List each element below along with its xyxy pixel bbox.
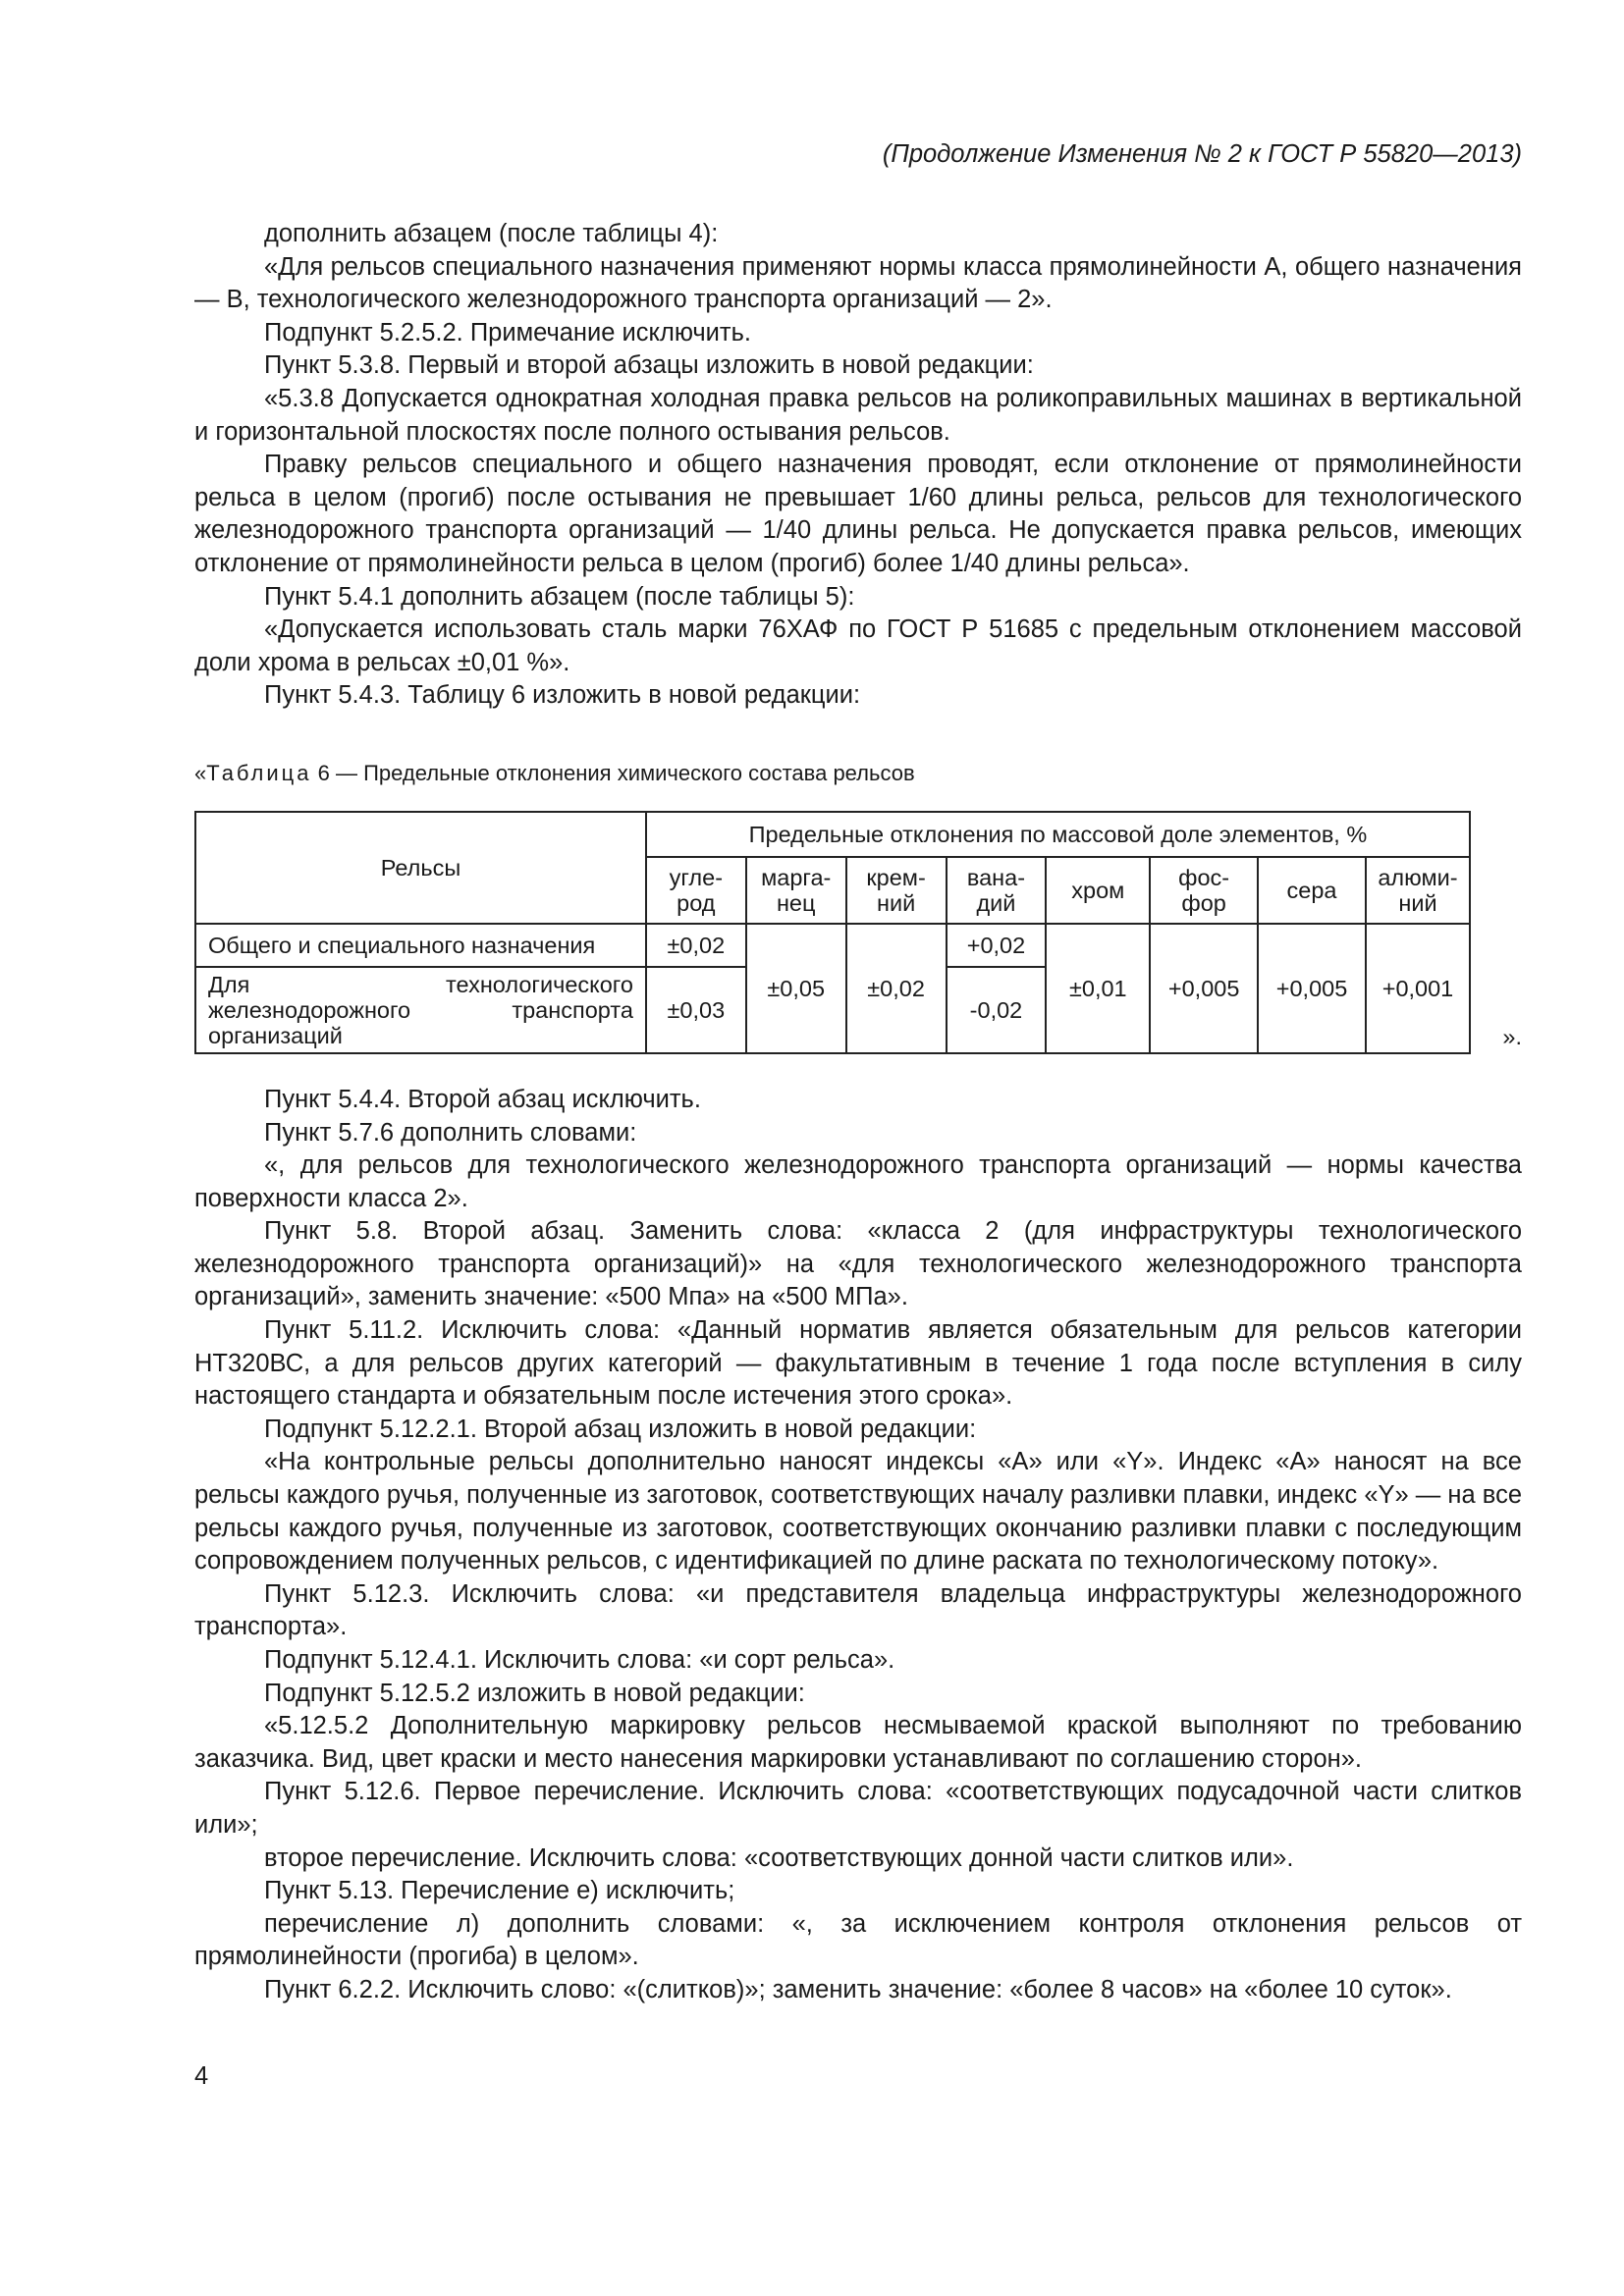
- paragraph: Пункт 5.4.1 дополнить абзацем (после таблицы 5):: [264, 582, 855, 611]
- paragraph: Пункт 6.2.2. Исключить слово: «(слитков)»; заменить значение: «более 8 часов» на «более 10 суток».: [264, 1975, 1452, 2003]
- paragraph: Пункт 5.12.6. Первое перечисление. Исключить слова: «соответствующих подусадочной части слитков или»;: [194, 1778, 1522, 1839]
- paragraph: Подпункт 5.12.4.1. Исключить слова: «и сорт рельса».: [264, 1646, 895, 1674]
- table-row: [195, 924, 1470, 967]
- cell-carbon: ±0,03: [646, 967, 746, 1053]
- paragraph: Подпункт 5.12.5.2 изложить в новой редакции:: [264, 1679, 805, 1707]
- table-caption: [194, 759, 1522, 788]
- header-element: хром: [1046, 857, 1150, 924]
- table-wrapper: [194, 811, 1522, 1054]
- paragraph: дополнить абзацем (после таблицы 4):: [264, 220, 719, 247]
- page-number: 4: [194, 2062, 209, 2090]
- cell-silicon: ±0,02: [846, 924, 947, 1053]
- header-element: сера: [1258, 857, 1366, 924]
- header-element: фос- фор: [1150, 857, 1258, 924]
- paragraph: Подпункт 5.2.5.2. Примечание исключить.: [264, 318, 751, 347]
- paragraph: Пункт 5.4.3. Таблицу 6 изложить в новой редакции:: [264, 681, 861, 710]
- paragraph: Пункт 5.13. Перечисление е) исключить;: [264, 1877, 735, 1905]
- cell-chromium: ±0,01: [1046, 924, 1150, 1053]
- paragraph: «Допускается использовать сталь марки 76ХАФ по ГОСТ Р 51685 с предельным отклонением массовой доли хрома в рельсах ±0,01 %».: [194, 615, 1522, 676]
- cell-aluminum: +0,001: [1366, 924, 1470, 1053]
- cell-sulfur: +0,005: [1258, 924, 1366, 1053]
- cell-phosphorus: +0,005: [1150, 924, 1258, 1053]
- paragraph: «Для рельсов специального назначения применяют нормы класса прямолинейности А, общего назначения — В, технологического железнодорожного транспорта организаций — 2».: [194, 252, 1522, 314]
- header-element: угле- род: [646, 857, 746, 924]
- header-element: алюми- ний: [1366, 857, 1470, 924]
- text-after-table: [194, 1084, 1522, 2007]
- paragraph: Правку рельсов специального и общего назначения проводят, если отклонение от прямолинейности рельса в целом (прогиб) после остывания не превышает 1/60 длины рельса, рельсов для технологического железнодорожного транспорта организаций — 1/40 длины рельса. Не допускается правка рельсов, имеющих отклонение от прямолинейности рельса в целом (прогиб) более 1/40 длины рельса».: [194, 451, 1522, 577]
- caption-open-quote: «: [194, 760, 207, 785]
- paragraph: «На контрольные рельсы дополнительно наносят индексы «А» или «Y». Индекс «А» наносят на все рельсы каждого ручья, полученные из заготовок, соответствующих началу разливки плавки, индекс «Y» — на все рельсы каждого ручья, полученные из заготовок, соответствующих окончанию разливки плавки с последующим сопровождением полученных рельсов, с идентификацией по длине раската по технологическому потоку».: [194, 1448, 1522, 1575]
- row-label: Общего и специального назначения: [195, 924, 646, 967]
- paragraph: Подпункт 5.12.2.1. Второй абзац изложить в новой редакции:: [264, 1415, 977, 1443]
- cell-manganese: ±0,05: [746, 924, 846, 1053]
- paragraph: Пункт 5.12.3. Исключить слова: «и представителя владельца инфраструктуры железнодорожного транспорта».: [194, 1579, 1522, 1641]
- text-before-table: [194, 218, 1522, 713]
- table-closing-quote: ».: [1502, 1023, 1522, 1049]
- running-header: (Продолжение Изменения № 2 к ГОСТ Р 55820—2013): [882, 140, 1522, 168]
- cell-carbon: ±0,02: [646, 924, 746, 967]
- caption-word: Таблица: [206, 760, 312, 785]
- paragraph: «5.12.5.2 Дополнительную маркировку рельсов несмываемой краской выполняют по требованию заказчика. Вид, цвет краски и место нанесения маркировки устанавливают по соглашению сторон».: [194, 1712, 1522, 1773]
- paragraph: Пункт 5.8. Второй абзац. Заменить слова: «класса 2 (для инфраструктуры технологического железнодорожного транспорта организаций)» на «для технологического железнодорожного транспорта организаций», заменить значение: «500 Мпа» на «500 МПа».: [194, 1217, 1522, 1311]
- paragraph: Пункт 5.11.2. Исключить слова: «Данный норматив является обязательным для рельсов категории НТ320ВС, а для рельсов других категорий — факультативным в течение 1 года после вступления в силу настоящего стандарта и обязательным после истечения этого срока».: [194, 1316, 1522, 1411]
- paragraph: «, для рельсов для технологического железнодорожного транспорта организаций — нормы качества поверхности класса 2».: [194, 1151, 1522, 1212]
- header-element: вана- дий: [947, 857, 1047, 924]
- header-element: крем- ний: [846, 857, 947, 924]
- header-group: Предельные отклонения по массовой доле элементов, %: [646, 812, 1470, 857]
- paragraph: второе перечисление. Исключить слова: «соответствующих донной части слитков или».: [264, 1843, 1294, 1872]
- paragraph: Пункт 5.7.6 дополнить словами:: [264, 1118, 637, 1147]
- paragraph: перечисление л) дополнить словами: «, за исключением контроля отклонения рельсов от прямолинейности (прогиба) в целом».: [194, 1909, 1522, 1971]
- document-page: [194, 137, 1522, 2007]
- paragraph: Пункт 5.3.8. Первый и второй абзацы изложить в новой редакции:: [264, 351, 1034, 380]
- paragraph: Пункт 5.4.4. Второй абзац исключить.: [264, 1085, 701, 1113]
- row-label: Для технологического железнодорожного транспорта организаций: [195, 967, 646, 1053]
- cell-vanadium: +0,02: [947, 924, 1047, 967]
- paragraph: «5.3.8 Допускается однократная холодная правка рельсов на роликоправильных машинах в вертикальной и горизонтальной плоскостях после полного остывания рельсов.: [194, 384, 1522, 446]
- cell-vanadium: -0,02: [947, 967, 1047, 1053]
- chemical-deviation-table: [194, 811, 1471, 1054]
- header-rails: Рельсы: [195, 812, 646, 924]
- caption-text: 6 — Предельные отклонения химического состава рельсов: [311, 760, 915, 785]
- header-element: марга- нец: [746, 857, 846, 924]
